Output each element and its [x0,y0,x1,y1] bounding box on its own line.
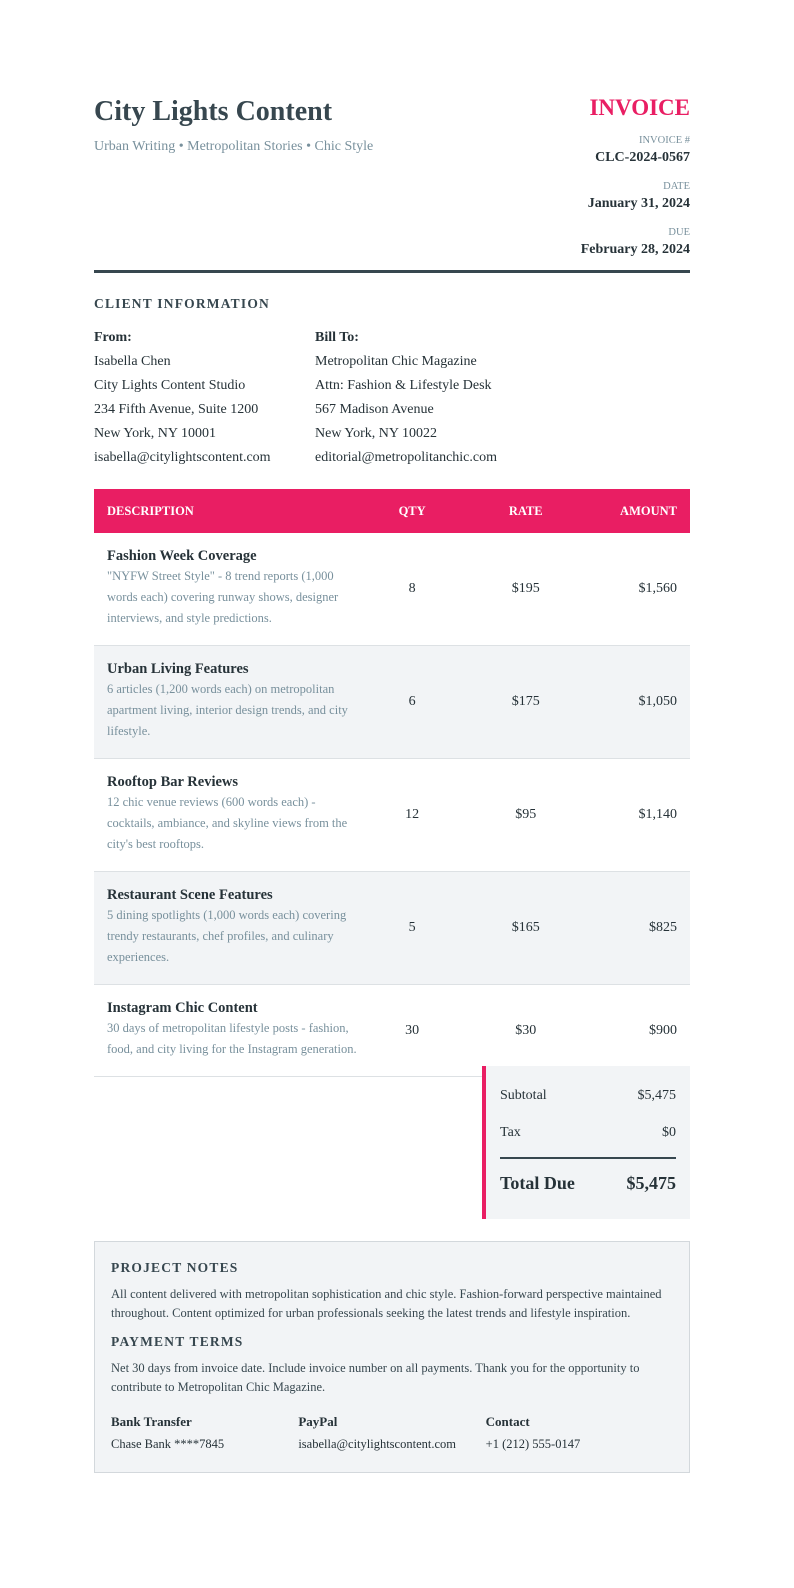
col-rate: RATE [450,489,602,533]
from-line: New York, NY 10001 [94,426,216,441]
contact-value: +1 (212) 555-0147 [485,1437,581,1451]
item-rate: $95 [450,759,602,872]
item-title: Instagram Chic Content [107,1000,258,1016]
date-label: DATE [663,181,690,192]
item-amount: $825 [602,872,690,985]
item-description: 30 days of metropolitan lifestyle posts - fashion, food, and city living for the Instagram generation. [107,1021,357,1056]
due-label: DUE [668,227,690,238]
paypal-value: isabella@citylightscontent.com [298,1437,456,1451]
from-line: City Lights Content Studio [94,378,246,393]
invoice-header [94,96,690,276]
item-rate: $175 [450,646,602,759]
from-label: From: [94,330,132,345]
item-amount: $1,560 [602,533,690,646]
line-items-table [94,489,690,1077]
project-notes-heading: PROJECT NOTES [111,1260,239,1275]
subtotal-label: Subtotal [500,1088,547,1103]
item-amount: $1,050 [602,646,690,759]
bank-transfer-value: Chase Bank ****7845 [111,1437,225,1451]
from-block [94,326,315,470]
company-tagline: Urban Writing • Metropolitan Stories • Chic Style [94,139,374,154]
item-title: Rooftop Bar Reviews [107,774,239,790]
bill-to-email: editorial@metropolitanchic.com [315,450,497,465]
item-description-cell [94,533,375,646]
contact [486,1411,673,1455]
item-rate: $195 [450,533,602,646]
paypal [298,1411,485,1455]
item-description-cell [94,985,375,1077]
item-qty: 6 [375,646,450,759]
subtotal-value: $5,475 [637,1088,676,1103]
item-description-cell [94,646,375,759]
invoice-number: CLC-2024-0567 [595,150,690,165]
invoice-date: January 31, 2024 [587,196,690,211]
from-line: Isabella Chen [94,354,171,369]
notes-box [94,1241,690,1473]
col-amount: AMOUNT [602,489,690,533]
item-rate: $165 [450,872,602,985]
contact-label: Contact [485,1414,530,1429]
bill-to-line: 567 Madison Avenue [315,402,434,417]
bank-transfer [111,1411,298,1455]
tax-label: Tax [500,1125,521,1140]
tax-value: $0 [662,1125,676,1140]
item-rate: $30 [450,985,602,1077]
totals-divider [500,1157,676,1159]
col-qty: QTY [375,489,450,533]
bill-to-label: Bill To: [315,330,359,345]
paypal-label: PayPal [298,1414,338,1429]
item-amount: $900 [602,985,690,1077]
client-heading: CLIENT INFORMATION [94,296,270,311]
table-row [94,533,690,646]
table-row [94,759,690,872]
item-description: 6 articles (1,200 words each) on metropolitan apartment living, interior design trends, and city lifestyle. [107,682,348,738]
item-title: Fashion Week Coverage [107,548,257,564]
bill-to-line: Attn: Fashion & Lifestyle Desk [315,378,492,393]
due-date: February 28, 2024 [580,242,690,257]
item-description-cell [94,872,375,985]
payment-terms-text: Net 30 days from invoice date. Include invoice number on all payments. Thank you for the opportunity to contribute to Metropolitan Chic Magazine. [111,1361,640,1394]
client-information [94,296,690,470]
item-description: 12 chic venue reviews (600 words each) - cocktails, ambiance, and skyline views from the city's best rooftops. [107,795,348,851]
invoice-number-label: INVOICE # [638,135,690,146]
company-name: City Lights Content [94,96,333,127]
from-line: 234 Fifth Avenue, Suite 1200 [94,402,259,417]
item-qty: 12 [375,759,450,872]
payment-terms-heading: PAYMENT TERMS [111,1334,244,1349]
item-qty: 8 [375,533,450,646]
item-description: 5 dining spotlights (1,000 words each) covering trendy restaurants, chef profiles, and culinary experiences. [107,908,347,964]
bank-transfer-label: Bank Transfer [111,1414,192,1429]
invoice-title: INVOICE [589,95,690,120]
item-description: "NYFW Street Style" - 8 trend reports (1,000 words each) covering runway shows, designer interviews, and style predictions. [107,569,339,625]
table-row [94,646,690,759]
col-description: DESCRIPTION [94,489,375,533]
bill-to-line: Metropolitan Chic Magazine [315,354,477,369]
totals-box [482,1066,690,1219]
item-qty: 30 [375,985,450,1077]
header-divider [94,270,690,273]
total-label: Total Due [500,1173,575,1193]
invoice-meta [581,96,690,258]
table-row [94,872,690,985]
project-notes-text: All content delivered with metropolitan sophistication and chic style. Fashion-forward perspective maintained throughout. Content optimized for urban professionals seeking the latest trends and lifestyle inspiration. [111,1287,662,1320]
item-title: Urban Living Features [107,661,249,677]
from-email: isabella@citylightscontent.com [94,450,271,465]
item-amount: $1,140 [602,759,690,872]
item-qty: 5 [375,872,450,985]
item-title: Restaurant Scene Features [107,887,273,903]
table-row [94,985,690,1077]
total-value: $5,475 [626,1173,676,1193]
bill-to-block [315,326,595,470]
item-description-cell [94,759,375,872]
bill-to-line: New York, NY 10022 [315,426,437,441]
